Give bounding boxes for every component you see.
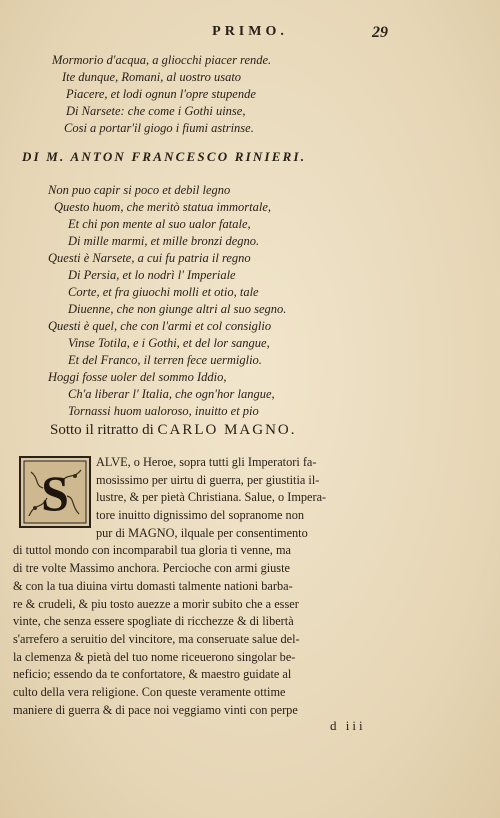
prose-line: maniere di guerra & di pace noi veggiamo vinti con perpe (13, 702, 298, 717)
verse-line: Questi è Narsete, a cui fu patria il regno (48, 251, 251, 265)
verse-line: Non puo capir si poco et debil legno (48, 183, 231, 197)
section-heading-prefix: Sotto il ritratto di (50, 422, 154, 438)
initial-letter: S (41, 465, 69, 521)
prose-line: culto della vera religione. Con queste veramente ottime (13, 684, 286, 699)
section-heading-name: CARLO MAGNO. (157, 422, 297, 438)
prose-line: & con la tua diuina virtu domasti talmente nationi barba- (13, 578, 293, 593)
verse-line: Di mille marmi, et mille bronzi degno. (68, 234, 260, 248)
prose-line: la clemenza & pietà del tuo nome riceuerono singolar be- (13, 649, 296, 664)
page-number: 29 (372, 24, 388, 41)
verse-line: Questo huom, che meritò statua immortale, (54, 200, 271, 214)
verse-block-2 (48, 182, 286, 420)
running-head: PRIMO. (212, 24, 288, 39)
prose-line: di tre volte Massimo anchora. Percioche con armi giuste (13, 561, 290, 576)
verse-line: Tornassi huom ualoroso, inuitto et pio (68, 404, 259, 418)
verse-line: Diuenne, che non giunge altri al suo segno. (68, 302, 287, 316)
prose-line: re & crudeli, & piu tosto auezze a morir subito che a esser (13, 596, 299, 611)
prose-line: vinte, che senza essere spogliate di ricchezze & di libertà (13, 614, 294, 629)
verse-line: Mormorio d'acqua, a gliocchi piacer rende. (52, 53, 272, 67)
verse-line: Ch'a liberar l' Italia, che ogn'hor langue, (68, 387, 275, 401)
prose-line: s'arrefero a seruitio del vincitore, ma conseruate salue del- (13, 631, 300, 646)
verse-line: Questi è quel, che con l'armi et col consiglio (48, 319, 272, 333)
section-heading (50, 422, 297, 439)
verse-line: Hoggi fosse uoler del sommo Iddio, (48, 370, 227, 384)
verse-line: Ite dunque, Romani, al uostro usato (62, 70, 242, 84)
verse-line: Piacere, et lodi ognun l'opre stupende (66, 87, 256, 101)
prose-line: mosissimo per uirtu di guerra, per giustitia il- (96, 472, 320, 487)
verse-line: Di Persia, et lo nodrì l' Imperiale (68, 268, 236, 282)
signature-mark: d iii (330, 718, 366, 733)
prose-line: di tuttol mondo con incomparabil tua gloria ti venne, ma (13, 543, 291, 558)
prose-line: lustre, & per pietà Christiana. Salue, o Impera- (96, 490, 327, 505)
verse-line: Cosi a portar'il giogo i fiumi astrinse. (64, 121, 254, 135)
prose-block (13, 454, 385, 719)
page-header (0, 24, 500, 44)
prose-line: pur di MAGNO, ilquale per consentimento (96, 525, 308, 540)
prose-line: neficio; essendo da te confortatore, & maestro guidate al (13, 667, 292, 682)
verse-line: Di Narsete: che come i Gothi uinse, (66, 104, 246, 118)
verse-line: Et del Franco, il terren fece uermiglio. (68, 353, 262, 367)
poem-heading: DI M. ANTON FRANCESCO RINIERI. (22, 149, 307, 164)
prose-line: tore inuitto dignissimo del sopranome non (96, 508, 305, 523)
verse-line: Vinse Totila, e i Gothi, et del lor sangue, (68, 336, 270, 350)
prose-line: ALVE, o Heroe, sopra tutti gli Imperatori fa- (96, 455, 317, 469)
verse-block-1 (52, 52, 271, 137)
verse-line: Et chi pon mente al suo ualor fatale, (68, 217, 251, 231)
verse-line: Corte, et fra giuochi molli et otio, tale (68, 285, 259, 299)
